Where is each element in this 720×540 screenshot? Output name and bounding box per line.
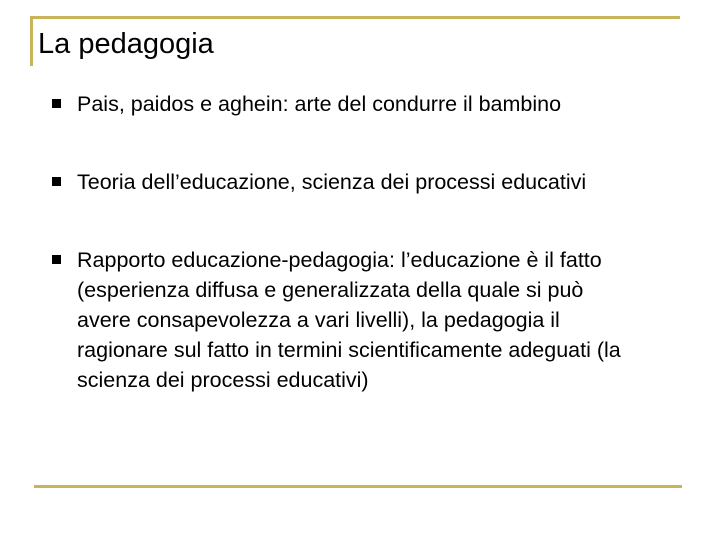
title-frame-left-rule <box>30 16 33 66</box>
bullet-text: Pais, paidos e aghein: arte del condurre il bambino <box>77 92 562 116</box>
square-bullet-icon <box>52 255 61 264</box>
square-bullet-icon <box>52 99 61 108</box>
bullet-item-2 <box>52 167 642 197</box>
bullet-text: Rapporto educazione-pedagogia: l’educazione è il fatto (esperienza diffusa e generalizzata della quale si può avere consapevolezza a vari livelli), la pedagogia il ragionare sul fatto in termini scientificamente adeguati (la scienza dei processi educativi) <box>77 248 621 392</box>
bullet-item-3 <box>52 245 642 395</box>
bullet-item-1 <box>52 89 642 119</box>
title-frame-top-rule <box>30 16 680 19</box>
bullet-list <box>52 89 642 395</box>
square-bullet-icon <box>52 177 61 186</box>
slide-title: La pedagogia <box>38 28 214 60</box>
bullet-text: Teoria dell’educazione, scienza dei processi educativi <box>77 170 587 194</box>
bottom-rule <box>34 485 682 488</box>
